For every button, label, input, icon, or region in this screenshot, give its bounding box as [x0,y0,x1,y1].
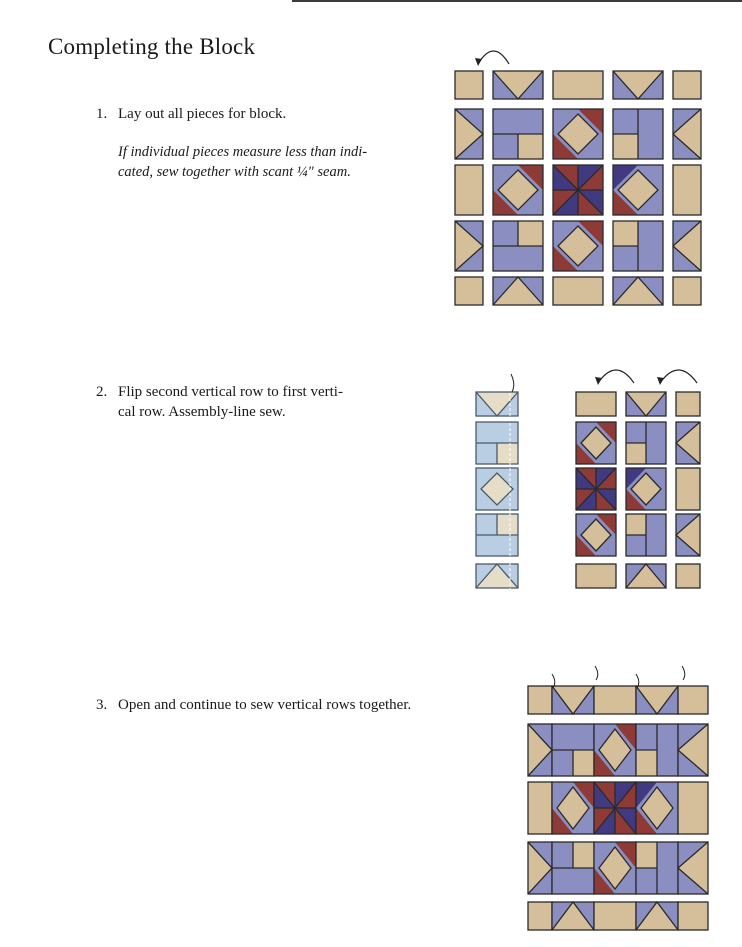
remaining-r4-c4 [626,514,666,556]
sewn-rows-diagram [515,660,730,940]
piece-r2-c3 [553,109,603,159]
sewn-r3-c2 [552,782,594,834]
thread-1 [511,374,514,392]
piece-r4-c3 [553,221,603,271]
piece-r2-c1 [455,109,483,159]
sewn-r5-c1 [528,902,552,930]
remaining-r2-c5 [676,422,700,464]
step-3-text: Open and continue to sew vertical rows together. [118,697,412,713]
remaining-r1-c5 [676,392,700,416]
piece-r3-c3 [553,165,603,215]
sewn-r4-c2 [552,842,594,894]
sewn-r3-c1 [528,782,552,834]
piece-r1-c1 [455,71,483,99]
sewn-r2-c5 [678,724,708,776]
sewn-r1-c3 [594,686,636,714]
remaining-r2-c3 [576,422,616,464]
sewn-r1-c4 [636,686,678,714]
step-3 [96,695,411,715]
remaining-r2-c4 [626,422,666,464]
piece-r4-c1 [455,221,483,271]
piece-r1-c4 [613,71,663,99]
remaining-r4-c5 [676,514,700,556]
sewn-r2-c3 [594,724,636,776]
flip-arrow-3 [660,370,697,383]
step-1-number: 1. [96,106,108,122]
flipped-piece-1 [476,392,518,416]
remaining-r3-c4 [626,468,666,510]
piece-r2-c2 [493,109,543,159]
step-2-text-line-2: cal row. Assembly-line sew. [118,404,286,420]
flip-arrow-2 [598,370,634,383]
sewn-r2-c1 [528,724,552,776]
sewn-r3-c3 [594,782,636,834]
step-1-text: Lay out all pieces for block. [118,106,287,122]
piece-r5-c1 [455,277,483,305]
step-1 [96,104,286,124]
flipped-column [476,388,518,590]
sewn-r4-c4 [636,842,678,894]
flip-row-diagram [460,360,720,600]
thread-4 [682,666,685,680]
piece-r3-c5 [673,165,701,215]
piece-r1-c2 [493,71,543,99]
sewn-r5-c4 [636,902,678,930]
piece-r5-c2 [493,277,543,305]
sewn-r3-c4 [636,782,678,834]
remaining-r3-c5 [676,468,700,510]
flipped-piece-4 [476,514,518,556]
step-2 [96,382,366,422]
piece-r3-c4 [613,165,663,215]
remaining-r4-c3 [576,514,616,556]
remaining-r1-c4 [626,392,666,416]
piece-r5-c5 [673,277,701,305]
flip-arrow-3-head [657,377,664,385]
step-1-note [118,142,398,182]
step-3-number: 3. [96,697,108,713]
block-layout-diagram [440,50,720,320]
piece-r4-c5 [673,221,701,271]
sewn-r2-c4 [636,724,678,776]
flip-arrow-2-head [595,377,602,385]
flip-arrow-head [475,58,482,66]
top-rule [292,0,742,2]
thread-2 [595,666,598,680]
sewn-r4-c3 [594,842,636,894]
piece-r5-c4 [613,277,663,305]
sewn-r4-c1 [528,842,552,894]
piece-r1-c3 [553,71,603,99]
piece-r1-c5 [673,71,701,99]
sewn-r5-c2 [552,902,594,930]
piece-r4-c2 [493,221,543,271]
sewn-r1-c2 [552,686,594,714]
flip-arrow [478,51,509,64]
step-2-number: 2. [96,384,108,400]
remaining-r5-c5 [676,564,700,588]
sewn-r4-c5 [678,842,708,894]
sewn-r3-c5 [678,782,708,834]
flipped-piece-2 [476,422,518,464]
piece-r2-c5 [673,109,701,159]
remaining-r3-c3 [576,468,616,510]
piece-r4-c4 [613,221,663,271]
flipped-piece-5 [476,564,518,588]
flipped-piece-3 [476,468,518,510]
sewn-r5-c5 [678,902,708,930]
remaining-r5-c4 [626,564,666,588]
step-1-note-line-1: If individual pieces measure less than indi- [118,144,368,160]
sewn-r2-c2 [552,724,594,776]
step-2-text-line-1: Flip second vertical row to first verti- [118,384,343,400]
piece-r3-c1 [455,165,483,215]
page-title: Completing the Block [48,34,256,59]
piece-r2-c4 [613,109,663,159]
sewn-r5-c3 [594,902,636,930]
sewn-r1-c5 [678,686,708,714]
remaining-r5-c3 [576,564,616,588]
piece-r5-c3 [553,277,603,305]
sewn-r1-c1 [528,686,552,714]
step-1-note-line-2: cated, sew together with scant ¼" seam. [118,164,351,180]
remaining-r1-c3 [576,392,616,416]
piece-r3-c2 [493,165,543,215]
